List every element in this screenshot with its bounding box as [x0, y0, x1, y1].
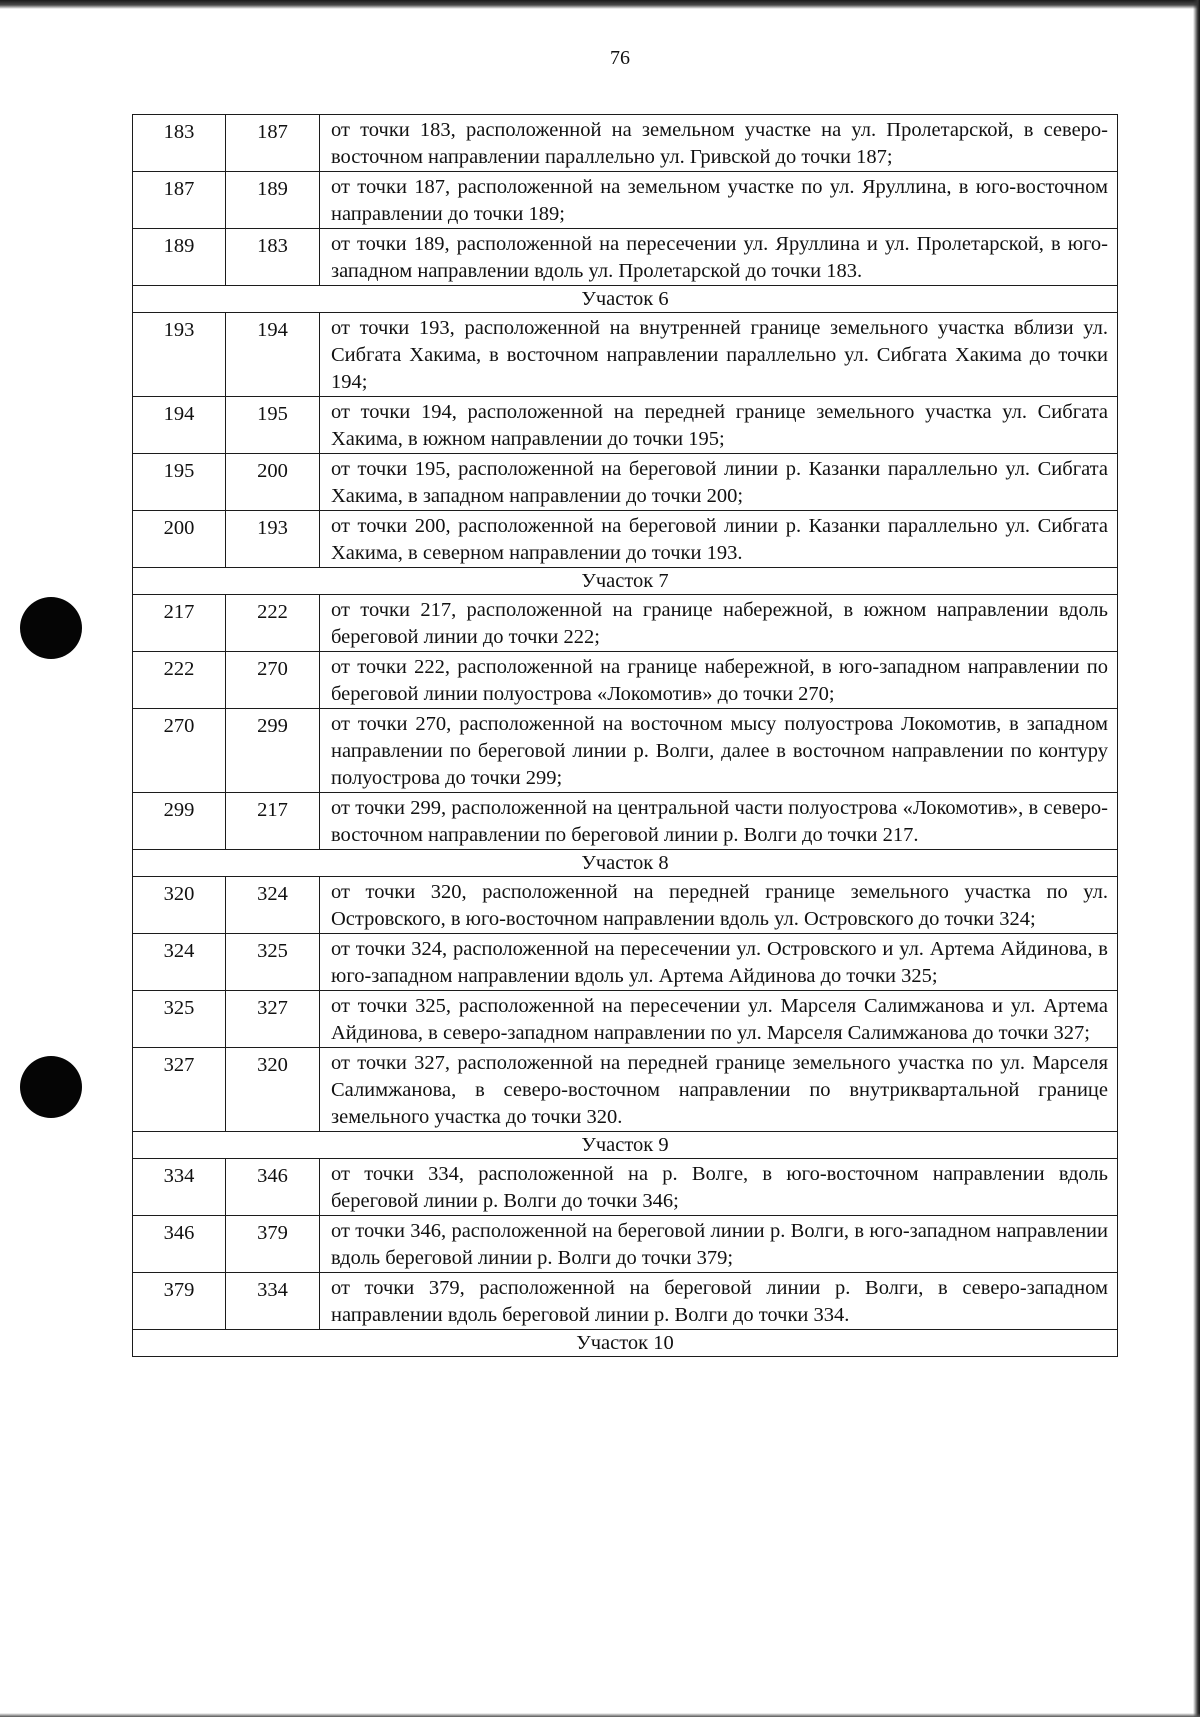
description-cell: от точки 193, расположенной на внутренней границе земельного участка вблизи ул. Сибгата Хакима, в восточном направлении параллельно ул. Сибгата Хакима до точки 194; — [320, 313, 1118, 397]
to-point-cell: 324 — [226, 877, 320, 934]
description-cell: от точки 217, расположенной на границе набережной, в южном направлении вдоль береговой линии до точки 222; — [320, 595, 1118, 652]
punch-hole-lower — [20, 1056, 82, 1118]
from-point-cell: 325 — [133, 991, 226, 1048]
table-row — [133, 115, 1118, 172]
to-point-cell: 189 — [226, 172, 320, 229]
description-cell: от точки 200, расположенной на береговой линии р. Казанки параллельно ул. Сибгата Хакима, в северном направлении до точки 193. — [320, 511, 1118, 568]
table-row — [133, 1159, 1118, 1216]
description-cell: от точки 222, расположенной на границе набережной, в юго-западном направлении по береговой линии полуострова «Локомотив» до точки 270; — [320, 652, 1118, 709]
scan-edge-right — [1193, 0, 1200, 1717]
table-row — [133, 1048, 1118, 1132]
section-heading: Участок 9 — [133, 1132, 1118, 1159]
section-row — [133, 1132, 1118, 1159]
to-point-cell: 327 — [226, 991, 320, 1048]
to-point-cell: 183 — [226, 229, 320, 286]
to-point-cell: 195 — [226, 397, 320, 454]
from-point-cell: 324 — [133, 934, 226, 991]
description-cell: от точки 346, расположенной на береговой линии р. Волги, в юго-западном направлении вдоль береговой линии р. Волги до точки 379; — [320, 1216, 1118, 1273]
table-body — [133, 115, 1118, 1357]
from-point-cell: 195 — [133, 454, 226, 511]
section-row — [133, 286, 1118, 313]
from-point-cell: 327 — [133, 1048, 226, 1132]
description-cell: от точки 379, расположенной на береговой линии р. Волги, в северо-западном направлении вдоль береговой линии р. Волги до точки 334. — [320, 1273, 1118, 1330]
description-cell: от точки 299, расположенной на центральной части полуострова «Локомотив», в северо-восточном направлении по береговой линии р. Волги до точки 217. — [320, 793, 1118, 850]
table-row — [133, 595, 1118, 652]
description-cell: от точки 334, расположенной на р. Волге, в юго-восточном направлении вдоль береговой линии р. Волги до точки 346; — [320, 1159, 1118, 1216]
scan-edge-bottom — [0, 1713, 1200, 1717]
table-row — [133, 1273, 1118, 1330]
section-row — [133, 1330, 1118, 1357]
from-point-cell: 187 — [133, 172, 226, 229]
description-cell: от точки 187, расположенной на земельном участке по ул. Яруллина, в юго-восточном направлении до точки 189; — [320, 172, 1118, 229]
to-point-cell: 187 — [226, 115, 320, 172]
from-point-cell: 189 — [133, 229, 226, 286]
section-heading: Участок 7 — [133, 568, 1118, 595]
to-point-cell: 299 — [226, 709, 320, 793]
to-point-cell: 217 — [226, 793, 320, 850]
from-point-cell: 194 — [133, 397, 226, 454]
section-heading: Участок 8 — [133, 850, 1118, 877]
description-cell: от точки 195, расположенной на береговой линии р. Казанки параллельно ул. Сибгата Хакима, в западном направлении до точки 200; — [320, 454, 1118, 511]
table-row — [133, 1216, 1118, 1273]
from-point-cell: 217 — [133, 595, 226, 652]
from-point-cell: 193 — [133, 313, 226, 397]
boundary-points-table — [132, 114, 1118, 1357]
table-row — [133, 793, 1118, 850]
from-point-cell: 334 — [133, 1159, 226, 1216]
to-point-cell: 379 — [226, 1216, 320, 1273]
to-point-cell: 222 — [226, 595, 320, 652]
punch-hole-upper — [20, 597, 82, 659]
description-cell: от точки 320, расположенной на передней границе земельного участка по ул. Островского, в юго-восточном направлении вдоль ул. Островского до точки 324; — [320, 877, 1118, 934]
to-point-cell: 334 — [226, 1273, 320, 1330]
section-heading: Участок 10 — [133, 1330, 1118, 1357]
to-point-cell: 320 — [226, 1048, 320, 1132]
from-point-cell: 183 — [133, 115, 226, 172]
table-row — [133, 877, 1118, 934]
table-row — [133, 172, 1118, 229]
table-row — [133, 991, 1118, 1048]
from-point-cell: 320 — [133, 877, 226, 934]
table-row — [133, 229, 1118, 286]
description-cell: от точки 270, расположенной на восточном мысу полуострова Локомотив, в западном направлении по береговой линии р. Волги, далее в восточном направлении по контуру полуострова до точки 299; — [320, 709, 1118, 793]
description-cell: от точки 194, расположенной на передней границе земельного участка ул. Сибгата Хакима, в южном направлении до точки 195; — [320, 397, 1118, 454]
table-row — [133, 934, 1118, 991]
description-cell: от точки 327, расположенной на передней границе земельного участка по ул. Марселя Салимжанова, в северо-восточном направлении по внутриквартальной границе земельного участка до точки 320. — [320, 1048, 1118, 1132]
table-row — [133, 313, 1118, 397]
from-point-cell: 379 — [133, 1273, 226, 1330]
description-cell: от точки 189, расположенной на пересечении ул. Яруллина и ул. Пролетарской, в юго-западном направлении вдоль ул. Пролетарской до точки 183. — [320, 229, 1118, 286]
from-point-cell: 270 — [133, 709, 226, 793]
from-point-cell: 346 — [133, 1216, 226, 1273]
to-point-cell: 325 — [226, 934, 320, 991]
table-row — [133, 709, 1118, 793]
page-number: 76 — [610, 47, 630, 69]
from-point-cell: 299 — [133, 793, 226, 850]
table-row — [133, 397, 1118, 454]
from-point-cell: 200 — [133, 511, 226, 568]
section-heading: Участок 6 — [133, 286, 1118, 313]
section-row — [133, 850, 1118, 877]
description-cell: от точки 325, расположенной на пересечении ул. Марселя Салимжанова и ул. Артема Айдинова, в северо-западном направлении по ул. Марселя Салимжанова до точки 327; — [320, 991, 1118, 1048]
to-point-cell: 270 — [226, 652, 320, 709]
section-row — [133, 568, 1118, 595]
table-row — [133, 454, 1118, 511]
table-row — [133, 511, 1118, 568]
from-point-cell: 222 — [133, 652, 226, 709]
to-point-cell: 193 — [226, 511, 320, 568]
to-point-cell: 194 — [226, 313, 320, 397]
to-point-cell: 200 — [226, 454, 320, 511]
description-cell: от точки 183, расположенной на земельном участке на ул. Пролетарской, в северо-восточном направлении параллельно ул. Гривской до точки 187; — [320, 115, 1118, 172]
to-point-cell: 346 — [226, 1159, 320, 1216]
table-row — [133, 652, 1118, 709]
scan-edge-top — [0, 0, 1200, 9]
description-cell: от точки 324, расположенной на пересечении ул. Островского и ул. Артема Айдинова, в юго-западном направлении вдоль ул. Артема Айдинова до точки 325; — [320, 934, 1118, 991]
